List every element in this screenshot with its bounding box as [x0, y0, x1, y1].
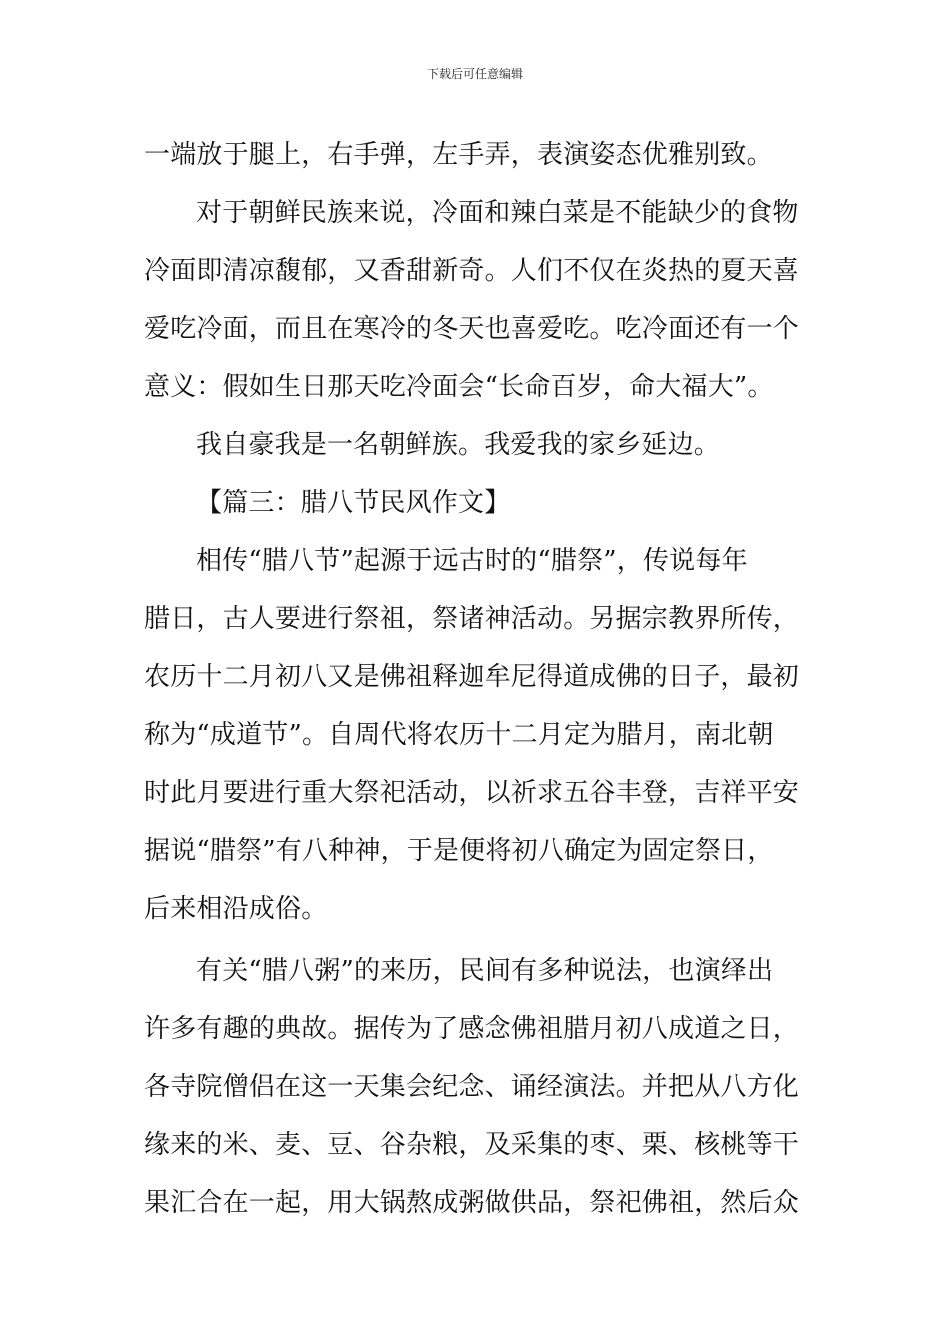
text-line: 据说“腊祭”有八种神，于是便将初八确定为固定祭日，: [144, 836, 774, 866]
text-line: 果汇合在一起，用大锅熬成粥做供品，祭祀佛祖，然后众: [144, 1188, 800, 1218]
text-line: 有关“腊八粥”的来历，民间有多种说法，也演绎出: [196, 956, 774, 986]
text-line: 对于朝鲜民族来说，冷面和辣白菜是不能缺少的食物: [196, 198, 799, 228]
text-line: 相传“腊八节”起源于远古时的“腊祭”，传说每年: [196, 546, 748, 576]
text-line: 一端放于腿上，右手弹，左手弄，表演姿态优雅别致。: [144, 140, 773, 170]
text-line: 爱吃冷面，而且在寒冷的冬天也喜爱吃。吃冷面还有一个: [144, 314, 800, 344]
text-line: 许多有趣的典故。据传为了感念佛祖腊月初八成道之日，: [144, 1014, 800, 1044]
document-body: [144, 126, 812, 1232]
text-line: 缘来的米、麦、豆、谷杂粮，及采集的枣、栗、核桃等干: [144, 1130, 800, 1160]
text-line: 农历十二月初八又是佛祖释迦牟尼得道成佛的日子，最初: [144, 662, 800, 692]
page-header: 下载后可任意编辑: [426, 67, 523, 81]
section-heading: 【篇三：腊八节民风作文】: [196, 488, 511, 518]
text-line: 时此月要进行重大祭祀活动，以祈求五谷丰登，吉祥平安: [144, 778, 800, 808]
text-line: 冷面即清凉馥郁，又香甜新奇。人们不仅在炎热的夏天喜: [144, 256, 800, 286]
text-line: 意义：假如生日那天吃冷面会“长命百岁，命大福大”。: [144, 372, 774, 402]
text-line: 腊日，古人要进行祭祖，祭诸神活动。另据宗教界所传，: [144, 604, 800, 634]
text-line: 各寺院僧侣在这一天集会纪念、诵经演法。并把从八方化: [144, 1072, 800, 1102]
text-line: 后来相沿成俗。: [144, 894, 328, 924]
text-line: 我自豪我是一名朝鲜族。我爱我的家乡延边。: [196, 430, 721, 460]
text-line: 称为“成道节”。自周代将农历十二月定为腊月，南北朝: [144, 720, 774, 750]
